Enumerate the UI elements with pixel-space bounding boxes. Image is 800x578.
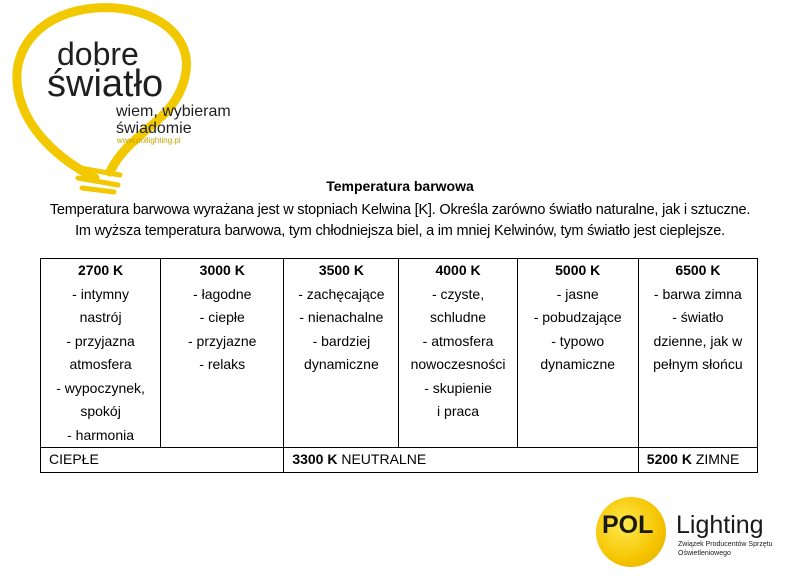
desc-line: i praca <box>437 403 480 419</box>
desc-line: - harmonia <box>67 426 135 443</box>
desc-line: dynamiczne <box>304 356 379 372</box>
kelvin-value: 6500 K <box>675 262 721 278</box>
desc-line: dynamiczne <box>540 356 616 372</box>
desc-line: - bardziej <box>312 332 371 349</box>
desc-line: atmosfera <box>69 356 132 372</box>
desc-line: - przyjazna <box>66 332 135 349</box>
table-footer-row <box>41 448 758 473</box>
neutral-kelvin: 3300 K <box>292 451 338 468</box>
desc-line: - wypoczynek, <box>56 379 145 396</box>
brand-url: www.pollighting.pl <box>117 136 181 145</box>
desc-line: nowoczesności <box>410 356 506 372</box>
brand-tagline-1: wiem, wybieram <box>116 103 231 120</box>
dobre-swiatlo-logo <box>0 0 250 200</box>
cold-kelvin: 5200 K <box>646 451 692 468</box>
intro-line-2: Im wyższa temperatura barwowa, tym chłodniejsza biel, a im mniej Kelwinów, tym światło jest cieplejsze. <box>75 223 725 239</box>
kelvin-value: 4000 K <box>435 262 481 278</box>
footer-neutral <box>284 448 638 473</box>
kelvin-value: 5000 K <box>555 262 601 278</box>
footer-cold <box>638 448 757 473</box>
intro-line-1: Temperatura barwowa wyrażana jest w stopniach Kelwina [K]. Określa zarówno światło naturalne, jak i sztuczne. <box>49 202 751 218</box>
footer-warm <box>41 448 284 473</box>
desc-line: - intymny <box>72 285 129 302</box>
desc-line: spokój <box>80 403 121 419</box>
desc-line: - nienachalne <box>299 309 384 325</box>
desc-line: - pobudzające <box>533 309 622 325</box>
column-3500k <box>284 259 399 448</box>
desc-line: - jasne <box>556 285 599 302</box>
warm-label: CIEPŁE <box>49 451 99 468</box>
section-heading: Temperatura barwowa <box>326 178 474 194</box>
desc-line: - łagodne <box>193 285 252 302</box>
kelvin-value: 2700 K <box>78 262 124 278</box>
desc-line: nastrój <box>79 309 122 325</box>
desc-line: - zachęcające <box>298 285 385 302</box>
desc-line: schludne <box>430 309 487 325</box>
neutral-label: NEUTRALNE <box>341 451 427 468</box>
pol-subtitle-2: Oświetleniowego <box>678 550 731 557</box>
brand-tagline-2: świadomie <box>116 120 192 137</box>
desc-line: dzienne, jak w <box>653 332 743 349</box>
column-6500k <box>638 259 757 448</box>
table-row <box>41 259 758 448</box>
brand-word-dobre: dobre <box>57 36 139 72</box>
pol-wordmark: POL <box>602 511 654 539</box>
column-5000k <box>517 259 638 448</box>
desc-line: - ciepłe <box>199 309 245 325</box>
color-temperature-table <box>40 258 758 473</box>
cold-label: ZIMNE <box>695 451 740 468</box>
lighting-wordmark: Lighting <box>676 511 764 539</box>
pol-subtitle-1: Związek Producentów Sprzętu <box>678 541 773 548</box>
desc-line: - światło <box>672 309 724 325</box>
column-3000k <box>161 259 284 448</box>
desc-line: - barwa zimna <box>653 285 742 302</box>
column-4000k <box>399 259 517 448</box>
column-2700k <box>41 259 161 448</box>
desc-line: - relaks <box>199 356 246 372</box>
brand-word-swiatlo: światło <box>47 63 164 105</box>
desc-line: - przyjazne <box>188 332 257 349</box>
kelvin-value: 3000 K <box>199 262 245 278</box>
pol-lighting-logo <box>596 497 796 567</box>
desc-line: - czyste, <box>431 285 485 302</box>
desc-line: - skupienie <box>424 379 492 396</box>
desc-line: - atmosfera <box>422 332 494 349</box>
kelvin-value: 3500 K <box>318 262 364 278</box>
desc-line: - typowo <box>551 332 605 349</box>
desc-line: pełnym słońcu <box>653 356 743 372</box>
